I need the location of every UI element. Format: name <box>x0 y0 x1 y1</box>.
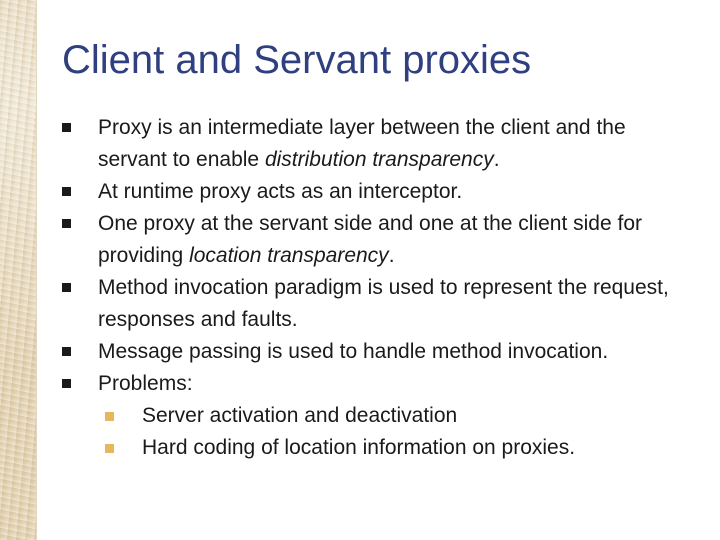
sub-bullet-list <box>98 400 692 464</box>
bullet-item-problems <box>62 368 692 464</box>
bullet-item <box>62 208 692 272</box>
bullet-emphasis: distribution transparency <box>264 148 494 171</box>
square-sub-bullet-icon <box>105 412 114 421</box>
sub-bullet-item <box>98 432 692 464</box>
square-sub-bullet-icon <box>105 444 114 453</box>
texture-edge-divider <box>36 0 37 540</box>
square-bullet-icon <box>62 187 71 196</box>
decorative-texture-strip <box>0 0 36 540</box>
bullet-item <box>62 336 692 368</box>
bullet-text: Proxy is an intermediate layer between the client and the servant to enable <box>98 116 626 171</box>
slide-title: Client and Servant proxies <box>62 38 532 82</box>
bullet-emphasis: location transparency <box>189 244 389 267</box>
square-bullet-icon <box>62 219 71 228</box>
sub-bullet-text: Hard coding of location information on proxies. <box>142 436 576 459</box>
bullet-item <box>62 272 692 336</box>
bullet-text: At runtime proxy acts as an interceptor. <box>98 180 463 203</box>
square-bullet-icon <box>62 123 71 132</box>
bullet-text: Problems: <box>98 372 193 395</box>
bullet-text: One proxy at the servant side and one at the client side for providing <box>98 212 642 267</box>
bullet-list <box>62 112 692 464</box>
bullet-text-end: . <box>493 148 500 171</box>
sub-bullet-item <box>98 400 692 432</box>
bullet-text-end: . <box>388 244 395 267</box>
square-bullet-icon <box>62 347 71 356</box>
square-bullet-icon <box>62 283 71 292</box>
square-bullet-icon <box>62 379 71 388</box>
sub-bullet-text: Server activation and deactivation <box>142 404 458 427</box>
bullet-item <box>62 176 692 208</box>
bullet-text: Message passing is used to handle method invocation. <box>98 340 609 363</box>
bullet-text: Method invocation paradigm is used to represent the request, responses and faults. <box>98 276 669 331</box>
bullet-item <box>62 112 692 176</box>
